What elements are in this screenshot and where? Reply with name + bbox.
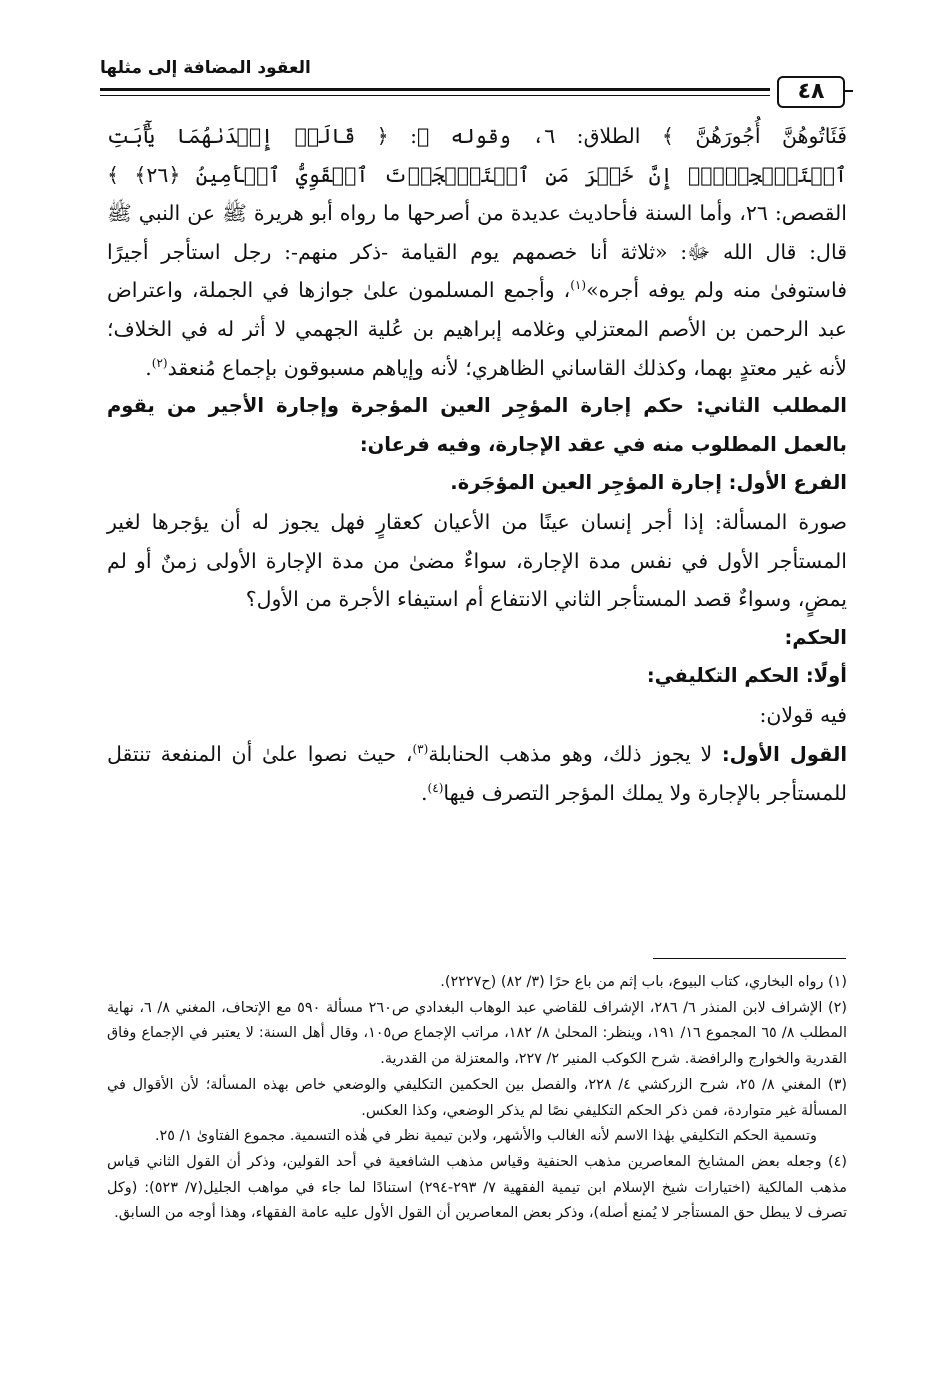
first-opinion-label: القول الأول: <box>721 742 848 766</box>
footnote-3: (٣) المغني ٨/ ٢٥، شرح الزركشي ٤/ ٢٢٨، والفصل بين الحكمين التكليفي والوضعي خاص بهذه المسألة؛ لأن الأقوال في المسألة غير متواردة، فمن ذكر الحكم التكليفي نصًا لم يذكر الوضعي، وكذا العكس. <box>107 1076 847 1119</box>
subsection-heading: الفرع الأول: إجارة المؤجِر العين المؤجَرة. <box>450 471 847 495</box>
running-header-title: العقود المضافة إلى مثلها <box>100 58 311 78</box>
ruling-subheading: أولًا: الحكم التكليفي: <box>646 664 847 688</box>
footnote-1: (١) رواه البخاري، كتاب البيوع، باب إثم من باع حرًا (٣/ ٨٢) (ح٢٢٢٧). <box>440 974 847 990</box>
footnote-2: (٢) الإشراف لابن المنذر ٦/ ٢٨٦، الإشراف للقاضي عبد الوهاب البغدادي ص٢٦٠ مسألة ٥٩٠ مع الإتحاف، المغني ٨/ ٦، نهاية المطلب ٨/ ٦٥ المجموع ١٦/ ١٩١، وينظر: المحلىٰ ٨/ ١٨٢، مراتب الإجماع ص١٠٥، وقال أهل السنة: لا يعتبر في الإجماع وفاق القدرية والخوارج والرافضة. شرح الكوكب المنير ٢/ ٢٢٧، والمعتزلة من القدرية. <box>107 999 847 1068</box>
paragraph-issue: صورة المسألة: إذا أجر إنسان عينًا من الأعيان كعقارٍ فهل يجوز له أن يؤجرها لغير المستأجر الأول في نفس مدة الإجارة، سواءٌ مضىٰ من مدة الإجارة الأولى زمنٌ أو لم يمضٍ، وسواءٌ قصد المستأجر الثاني الانتفاع أم استيفاء الأجرة من الأول؟ <box>107 509 847 612</box>
text-segment: ، حيث نصوا علىٰ أن المنفعة تنتقل للمستأجر بالإجارة ولا يملك المؤجر التصرف فيها <box>107 741 847 806</box>
header-rule-end <box>843 90 853 92</box>
ruling-heading: الحكم: <box>784 625 847 649</box>
main-text <box>107 117 847 813</box>
footnote-3-continuation: وتسمية الحكم التكليفي بهٰذا الاسم لأنه الغالب والأشهر، ولابن تيمية نظر في هٰذه التسمية. مجموع الفتاوىٰ ١/ ٢٥. <box>154 1128 817 1145</box>
header-rule-thin <box>100 95 770 96</box>
footnote-ref-4: (٤) <box>427 781 444 796</box>
section-heading: المطلب الثاني: حكم إجارة المؤجِر العين المؤجرة وإجارة الأجير من يقوم بالعمل المطلوب منه في عقد الإجارة، وفيه فرعان: <box>107 394 847 456</box>
footnote-separator <box>653 958 846 959</box>
footnote-4: (٤) وجعله بعض المشايخ المعاصرين مذهب الحنفية وقياس مذهب الشافعية في أحد القولين، وذكر أن القول الثاني قياس مذهب المالكية (اختيارات شيخ الإسلام ابن تيمية الفقهية ٧/ ٢٩٣-٢٩٤) استنادًا لما جاء في مواهب الجليل(٧/ ٥٢٣): (وكل تصرف لا يبطل حق المستأجر لا يُمنع أصله)، وذكر بعض المعاصرين أن القول الأول عليه عامة الفقهاء، وهذا أوجه من السابق. <box>107 1153 847 1222</box>
text-segment: ، وأجمع المسلمون علىٰ جوازها في الجملة، واعتراض عبد الرحمن بن الأصم المعتزلي وغلامه إبراهيم بن عُلية الجهمي لا أثر له في الخلاف؛ لأنه غير معتدٍ بهما، وكذلك القاساني الظاهري؛ لأنه وإياهم مسبوقون بإجماع مُنعقد <box>107 278 847 380</box>
paragraph-quran-sunna <box>107 117 847 387</box>
page-number-box: ٤٨ <box>777 76 845 108</box>
footnote-ref-1: (١) <box>570 278 587 293</box>
header-rule <box>100 88 770 91</box>
paragraph-first-opinion <box>107 735 847 813</box>
footnote-ref-2: (٢) <box>151 355 168 370</box>
paragraph-two-opinions: فيه قولان: <box>759 702 847 727</box>
text-segment: فَئَاتُوهُنَّ أُجُورَهُنَّ ﴾ الطلاق: ٦، وقوله ﷻ: ﴿ قَالَتۡ إِحۡدَىٰهُمَا يَٰٓأَبَتِ ٱسۡتَـٔۡجِرۡهُۖ إِنَّ خَيۡرَ مَنِ ٱسۡتَـٔۡجَرۡتَ ٱلۡقَوِيُّ ٱلۡأَمِينُ ﴿٢٦﴾ ﴾ القصص: ٢٦، وأما السنة فأحاديث عديدة من أصرحها ما رواه أبو هريرة ﷺ عن النبي ﷺ قال: قال الله ﷻ: «ثلاثة أنا خصمهم يوم القيامة -ذكر منهم-: رجل استأجر أجيرًا فاستوفىٰ منه ولم يوفه أجره» <box>107 124 848 303</box>
footnotes <box>107 970 847 1227</box>
text-dot: . <box>421 781 428 806</box>
text-dot: . <box>145 355 152 380</box>
footnote-ref-3: (٣) <box>412 741 429 756</box>
text-segment: لا يجوز ذلك، وهو مذهب الحنابلة <box>428 741 722 766</box>
